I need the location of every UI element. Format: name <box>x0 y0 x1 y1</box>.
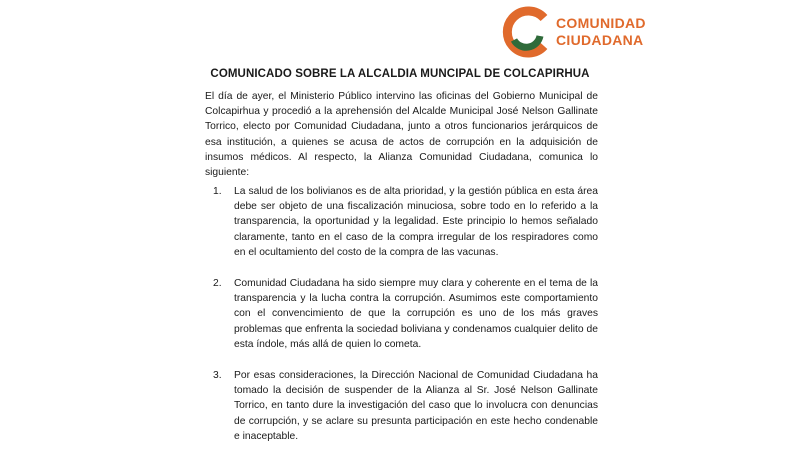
logo-line-2: CIUDADANA <box>556 32 644 48</box>
logo-wordmark <box>556 15 646 49</box>
list-item-text: La salud de los bolivianos es de alta prioridad, y la gestión pública en esta área debe ser objeto de una fiscalización minuciosa, sobre todo en lo referido a la transparencia, la oportunidad y la legalidad. Este principio lo hemos señalado claramente, tanto en el caso de la compra irregular de los respiradores como en el ocultamiento del costo de la compra de las vacunas. <box>234 186 598 258</box>
list-item-text: Comunidad Ciudadana ha sido siempre muy clara y coherente en el tema de la transparencia y la lucha contra la corrupción. Asumimos este comportamiento con el convencimiento de que la corrupción es uno de los más graves problemas que enfrenta la sociedad boliviana y condenamos cualquier delito de esta índole, más allá de quien lo cometa. <box>234 278 598 350</box>
numbered-points-list <box>213 184 598 460</box>
document-title: COMUNICADO SOBRE LA ALCALDIA MUNCIPAL DE COLCAPIRHUA <box>210 68 590 80</box>
intro-paragraph: El día de ayer, el Ministerio Público intervino las oficinas del Gobierno Municipal de Colcapirhua y procedió a la aprehensión del Alcalde Municipal José Nelson Gallinate Torrico, electo por Comunidad Ciudadana, junto a otros funcionarios jerárquicos de esa institución, a quienes se acusa de actos de corrupción en la adquisición de insumos médicos. Al respecto, la Alianza Comunidad Ciudadana, comunica lo siguiente: <box>205 91 598 179</box>
list-item-number: 3. <box>213 370 222 382</box>
comunidad-ciudadana-logo <box>500 6 646 58</box>
list-item <box>213 184 598 260</box>
list-item <box>213 276 598 352</box>
list-item-text: Por esas consideraciones, la Dirección Nacional de Comunidad Ciudadana ha tomado la decisión de suspender de la Alianza al Sr. José Nelson Gallinate Torrico, en tanto dure la investigación del caso que lo involucra con denuncias de corrupción, y se aclare su presunta participación en este hecho condenable e inaceptable. <box>234 370 598 442</box>
list-item-number: 1. <box>213 186 222 197</box>
list-item-number: 2. <box>213 278 222 290</box>
list-item <box>213 368 598 444</box>
logo-line-1: COMUNIDAD <box>556 15 646 31</box>
logo-c-mark-icon <box>500 6 552 58</box>
